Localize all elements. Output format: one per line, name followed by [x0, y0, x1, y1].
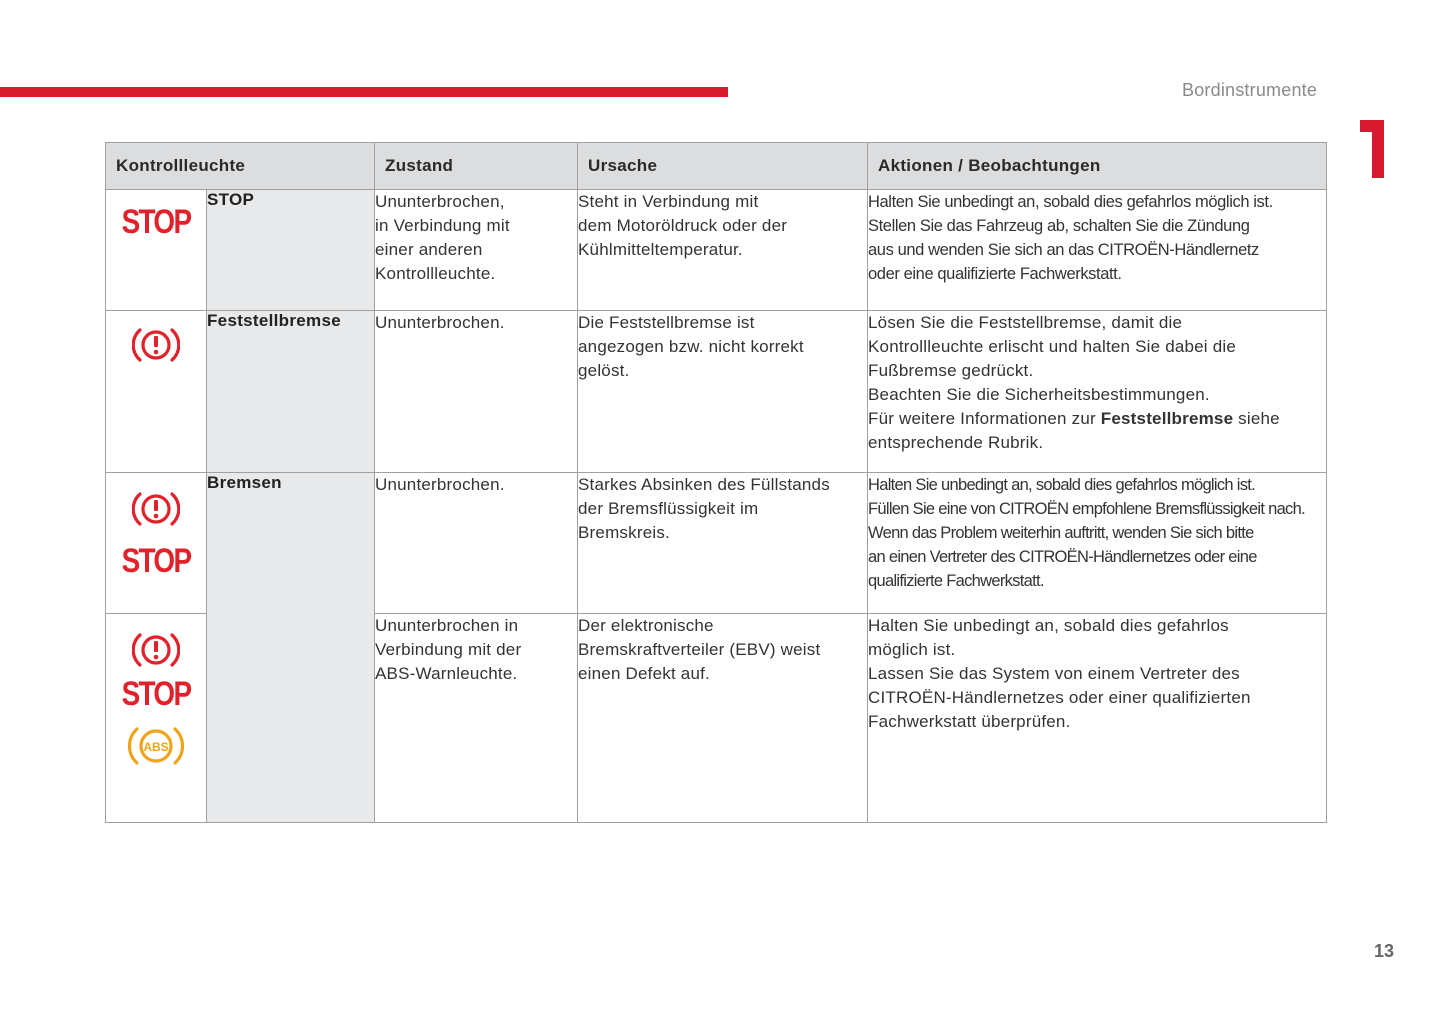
column-header-kontrollleuchte: Kontrollleuchte: [106, 143, 375, 190]
header-accent-bar: [0, 87, 728, 97]
section-title: Bordinstrumente: [1182, 80, 1318, 100]
column-header-zustand: Zustand: [375, 143, 578, 190]
aktionen-cell: Halten Sie unbedingt an, sobald dies gefahrlos möglich ist. Stellen Sie das Fahrzeug ab, schalten Sie die Zündung aus und wenden Sie sich an das CITROËN-Händlernetz oder eine qualifizierte Fachwerkstatt.: [868, 190, 1327, 311]
table-header-row: [106, 143, 1327, 190]
icon-cell: [106, 614, 207, 823]
zustand-cell: Ununterbrochen, in Verbindung mit einer anderen Kontrollleuchte.: [375, 190, 578, 311]
warning-name: STOP: [207, 190, 375, 311]
aktionen-cell: Halten Sie unbedingt an, sobald dies gefahrlos möglich ist. Lassen Sie das System von einem Vertreter des CITROËN-Händlernetzes oder einer qualifizierten Fachwerkstatt überprüfen.: [868, 614, 1327, 823]
icon-cell: [106, 311, 207, 473]
abs-warning-icon: [127, 724, 185, 768]
aktionen-cell: Lösen Sie die Feststellbremse, damit die Kontrollleuchte erlischt und halten Sie dabei die Fußbremse gedrückt. Beachten Sie die Sicherheitsbestimmungen. Für weitere Informationen zur Feststellbremse siehe entsprechende Rubrik.: [868, 311, 1327, 473]
feststellbremse-reference: Feststellbremse: [1100, 409, 1234, 428]
chapter-number-marker: [1360, 120, 1388, 178]
stop-icon: STOP: [121, 542, 191, 580]
stop-icon: STOP: [121, 675, 191, 713]
icon-cell: [106, 473, 207, 614]
ursache-cell: Steht in Verbindung mit dem Motoröldruck oder der Kühlmitteltemperatur.: [578, 190, 868, 311]
warning-name: Feststellbremse: [207, 311, 375, 473]
ursache-cell: Starkes Absinken des Füllstands der Bremsflüssigkeit im Bremskreis.: [578, 473, 868, 614]
table-row: [106, 190, 1327, 311]
warning-lights-table: [105, 142, 1327, 823]
table-row: [106, 311, 1327, 473]
brake-warning-icon: [132, 489, 180, 529]
page-number: 13: [1374, 941, 1395, 961]
stop-icon: STOP: [121, 203, 191, 241]
parking-brake-warning-icon: [132, 325, 180, 365]
aktionen-cell: Halten Sie unbedingt an, sobald dies gefahrlos möglich ist. Füllen Sie eine von CITROËN empfohlene Bremsflüssigkeit nach. Wenn das Problem weiterhin auftritt, wenden Sie sich bitte an einen Vertreter des CITROËN-Händlernetzes oder eine qualifizierte Fachwerkstatt.: [868, 473, 1327, 614]
table-row: [106, 473, 1327, 614]
zustand-cell: Ununterbrochen.: [375, 311, 578, 473]
zustand-cell: Ununterbrochen in Verbindung mit der ABS-Warnleuchte.: [375, 614, 578, 823]
ursache-cell: Die Feststellbremse ist angezogen bzw. nicht korrekt gelöst.: [578, 311, 868, 473]
svg-text:ABS: ABS: [143, 740, 169, 754]
icon-cell: [106, 190, 207, 311]
warning-name: Bremsen: [207, 473, 375, 823]
column-header-aktionen: Aktionen / Beobachtungen: [868, 143, 1327, 190]
column-header-ursache: Ursache: [578, 143, 868, 190]
zustand-cell: Ununterbrochen.: [375, 473, 578, 614]
brake-warning-icon: [132, 630, 180, 670]
ursache-cell: Der elektronische Bremskraftverteiler (EBV) weist einen Defekt auf.: [578, 614, 868, 823]
